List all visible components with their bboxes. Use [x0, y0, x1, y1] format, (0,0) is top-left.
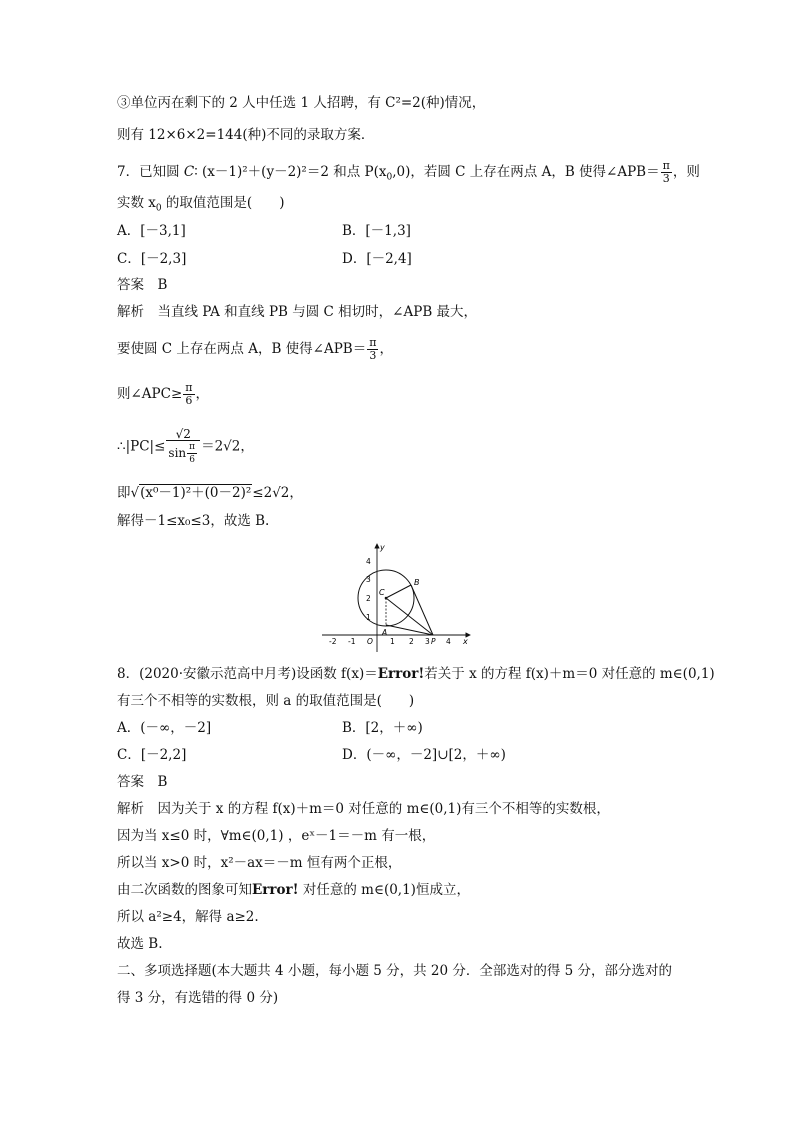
text-run: ≤2√2， [252, 485, 303, 501]
solution-line [117, 881, 470, 899]
text-run: ，则 [672, 164, 700, 180]
solution-line: 所以当 x>0 时，x²－ax＝－m 恒有两个正根， [117, 855, 402, 871]
point-label-a: A [382, 628, 388, 637]
x-tick-label: -2 [329, 637, 337, 646]
fraction [187, 441, 197, 466]
y-tick-labels [366, 557, 371, 622]
segment-cb [386, 585, 411, 598]
text-run: 若关于 x 的方程 f(x)＋m＝0 对任意的 m∈(0,1) [424, 666, 715, 682]
point-label-c: C [379, 588, 385, 597]
denominator: 3 [369, 349, 377, 362]
y-tick-label: 2 [366, 594, 371, 603]
solution-line [117, 428, 254, 466]
numerator: √2 [166, 428, 200, 441]
y-tick-label: 4 [366, 557, 371, 566]
x-tick-label: 4 [446, 637, 451, 646]
section-heading-2: 得 3 分，有选错的得 0 分) [117, 990, 279, 1006]
text-run: 7．已知圆 [117, 164, 184, 180]
solution-line: 解析 因为关于 x 的方程 f(x)＋m＝0 对任意的 m∈(0,1)有三个不相等的实数根， [117, 801, 610, 817]
answer-line: 答案 B [117, 774, 168, 790]
solution-line: 故选 B. [117, 936, 163, 952]
solution-line [117, 337, 393, 362]
option-d: D．[－2,4] [342, 251, 412, 267]
option-b: B．[－1,3] [342, 223, 411, 239]
fraction [661, 160, 672, 185]
text-run: 实数 x [117, 195, 156, 211]
text-run: 0 [155, 203, 162, 214]
option-a: A．[－3,1] [117, 223, 186, 239]
text-run: ∶ (x－1)²＋(y－2)²＝2 和点 P(x [194, 164, 387, 180]
y-tick-label: 3 [366, 575, 371, 584]
solution-line [117, 382, 209, 407]
x-tick-label: O [367, 637, 373, 646]
point-label-b: B [414, 578, 420, 587]
numerator: π [185, 381, 193, 394]
numerator: π [189, 442, 196, 452]
text-run: ,0)，若圆 C 上存在两点 A，B 使得∠APB＝ [392, 164, 660, 180]
text-run: ， [379, 341, 393, 357]
radicand: (x⁰－1)²＋(0－2)² [140, 485, 252, 501]
text-line: 则有 12×6×2=144(种)不同的录取方案． [117, 127, 375, 143]
text-run: 由二次函数的图象可知 [117, 882, 252, 898]
y-axis-label: y [380, 543, 385, 552]
circle-tangent-figure [320, 540, 480, 655]
option-a: A．(－∞，－2] [117, 720, 212, 736]
option-c: C．[－2,3] [117, 251, 187, 267]
text-line: ③单位丙在剩下的 2 人中任选 1 人招聘，有 C²=2(种)情况， [117, 95, 486, 111]
center-point [385, 597, 388, 600]
text-run: ＝2√2， [201, 438, 254, 455]
text-run: ∴|PC|≤ [117, 438, 166, 455]
text-run: 即 [117, 485, 131, 501]
segment-pc [386, 598, 433, 635]
answer-line: 答案 B [117, 277, 168, 293]
x-tick-label: 3 [425, 637, 430, 646]
solution-line: 解得－1≤x₀≤3，故选 B. [117, 513, 270, 529]
y-tick-label: 1 [366, 613, 371, 622]
error-text: Error! [377, 666, 425, 682]
solution-line: 因为当 x≤0 时，∀m∈(0,1) ，eˣ－1＝－m 有一根， [117, 828, 436, 844]
solution-line: 所以 a²≥4，解得 a≥2. [117, 909, 259, 925]
segment-pb [411, 585, 433, 635]
fraction [166, 428, 200, 466]
text-run: 对任意的 m∈(0,1)恒成立， [298, 882, 470, 898]
text-run: 要使圆 C 上存在两点 A，B 使得∠APB＝ [117, 341, 367, 357]
numerator: π [369, 336, 377, 349]
denominator: 6 [189, 455, 195, 465]
x-tick-label: 2 [409, 637, 414, 646]
section-heading: 二、多项选择题(本大题共 4 小题，每小题 5 分，共 20 分．全部选对的得 5 分，部分选对的 [117, 963, 673, 979]
point-label-p: P [431, 637, 436, 646]
x-tick-label: -1 [348, 637, 356, 646]
question-8-stem-2: 有三个不相等的实数根，则 a 的取值范围是( ) [117, 693, 415, 709]
denominator: 3 [662, 172, 670, 185]
question-8-stem [117, 665, 715, 683]
denominator [166, 441, 200, 466]
question-7-stem [117, 160, 700, 187]
numerator: π [662, 159, 670, 172]
solution-line: 即√(x⁰－1)²＋(0－2)²≤2√2， [117, 485, 303, 501]
question-7-stem-2 [117, 194, 284, 218]
x-tick-label: 1 [390, 637, 395, 646]
error-text: Error! [252, 882, 299, 898]
text-run: ， [195, 386, 210, 402]
text-run: 则∠APC≥ [117, 386, 183, 402]
text-run: sin [168, 446, 187, 460]
text-run: 0 [386, 172, 393, 183]
fraction [183, 382, 194, 407]
fraction [367, 337, 378, 362]
option-d: D．(－∞，－2]∪[2，＋∞) [342, 747, 506, 763]
text-run: 8．(2020·安徽示范高中月考)设函数 f(x)＝ [117, 666, 378, 682]
denominator: 6 [185, 394, 193, 407]
option-b: B．[2，＋∞) [342, 720, 423, 736]
solution-line: 解析 当直线 PA 和直线 PB 与圆 C 相切时，∠APB 最大， [117, 304, 478, 320]
option-c: C．[－2,2] [117, 747, 187, 763]
x-axis-label: x [463, 637, 468, 646]
text-run: C [183, 164, 195, 180]
text-run: 的取值范围是( ) [161, 195, 285, 211]
